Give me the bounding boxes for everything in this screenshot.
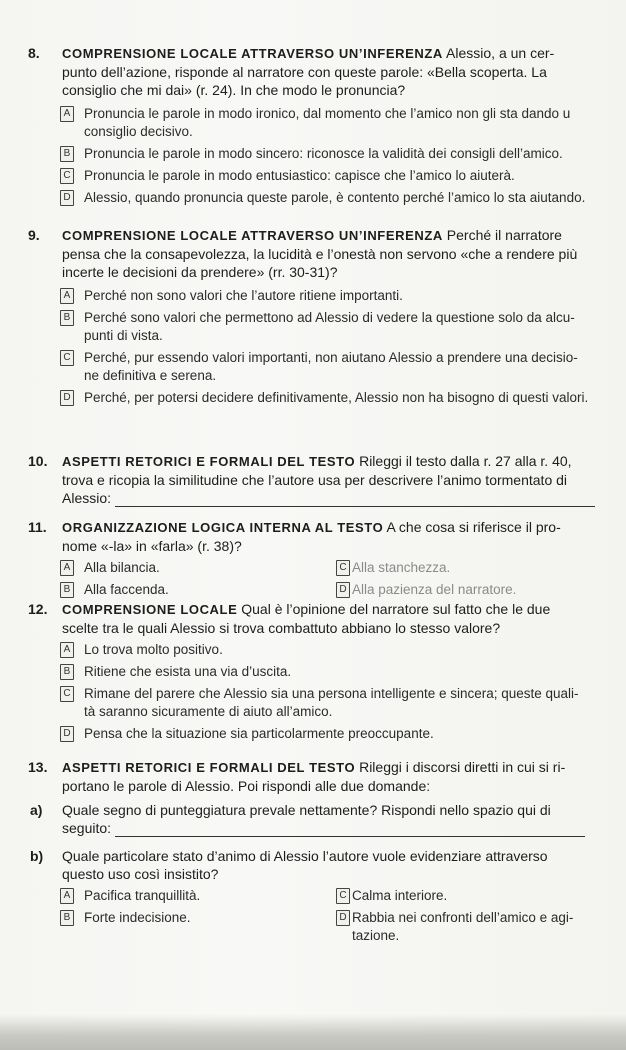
option-letter-box[interactable]: C (60, 686, 74, 702)
option-text: Alla faccenda. (84, 582, 169, 597)
option-text: Perché sono valori che permettono ad Alessio di vedere la questione solo da alcu- (84, 310, 575, 325)
option-text: Lo trova molto positivo. (84, 642, 223, 657)
option-text: Forte indecisione. (84, 910, 191, 925)
option-b[interactable] (0, 145, 626, 163)
question-9-prompt (0, 226, 626, 281)
question-number: 8. (28, 45, 40, 61)
question-12 (0, 600, 626, 743)
option-letter-box[interactable]: C (336, 888, 350, 904)
prompt-text: Alessio, a un cer- (446, 45, 555, 61)
option-letter-box[interactable]: B (60, 910, 74, 926)
subquestion-a (0, 801, 626, 837)
options-row (0, 559, 626, 581)
question-number: 10. (28, 453, 48, 469)
question-12-prompt (0, 600, 626, 637)
subquestion-b (0, 847, 626, 883)
option-b[interactable] (0, 309, 626, 345)
prompt-text: Qual è l’opinione del narratore sul fatto che le due (241, 601, 551, 617)
option-letter-box[interactable]: C (336, 560, 350, 576)
option-text: Perché, pur essendo valori importanti, non aiutano Alessio a prendere una decisio- (84, 350, 578, 365)
options-row (0, 887, 626, 909)
question-category: COMPRENSIONE LOCALE ATTRAVERSO UN’INFERENZA (62, 46, 443, 61)
prompt-text: punto dell’azione, risponde al narratore con queste parole: «Bella scoperta. La (62, 64, 547, 80)
question-category: COMPRENSIONE LOCALE (62, 602, 238, 617)
question-category: ASPETTI RETORICI E FORMALI DEL TESTO (62, 760, 356, 775)
answer-line[interactable] (115, 492, 595, 507)
option-text: tazione. (352, 928, 400, 943)
option-text-multiline (352, 909, 573, 945)
option-letter-box[interactable]: D (60, 726, 74, 742)
prompt-text: A che cosa si riferisce il pro- (386, 519, 561, 535)
question-10-prompt (0, 452, 626, 507)
option-letter-box[interactable]: D (336, 582, 350, 598)
question-11 (0, 518, 626, 603)
option-letter-box[interactable]: B (60, 664, 74, 680)
option-a[interactable] (0, 641, 626, 659)
option-text: Perché non sono valori che l’autore ritiene importanti. (84, 288, 403, 303)
question-13 (0, 758, 626, 949)
option-c[interactable] (0, 167, 626, 185)
option-text: consiglio decisivo. (84, 124, 193, 139)
option-letter-box[interactable]: B (60, 146, 74, 162)
subquestion-text: Quale segno di punteggiatura prevale nettamente? Rispondi nello spazio qui di (62, 802, 551, 818)
question-10 (0, 452, 626, 507)
option-letter-box[interactable]: B (60, 310, 74, 326)
option-text: Alla stanchezza. (352, 560, 451, 575)
option-letter-box[interactable]: A (60, 288, 74, 304)
subquestion-text: questo uso così insistito? (62, 866, 219, 882)
option-c[interactable] (0, 349, 626, 385)
question-9 (0, 226, 626, 407)
question-number: 13. (28, 759, 48, 775)
option-text: ne definitiva e serena. (84, 368, 217, 383)
option-letter-box[interactable]: D (60, 190, 74, 206)
question-13-prompt (0, 758, 626, 795)
option-text: Rimane del parere che Alessio sia una persona intelligente e sincera; queste quali- (84, 686, 579, 701)
question-number: 12. (28, 601, 48, 617)
option-text: Perché, per potersi decidere definitivamente, Alessio non ha bisogno di questi valori. (84, 390, 589, 405)
page-bottom-shadow (0, 1014, 626, 1050)
option-text: Alessio, quando pronuncia queste parole, è contento perché l’amico lo sta aiutando. (84, 190, 586, 205)
question-category: COMPRENSIONE LOCALE ATTRAVERSO UN’INFERENZA (62, 228, 443, 243)
option-text: Ritiene che esista una via d’uscita. (84, 664, 292, 679)
option-letter-box[interactable]: D (336, 910, 350, 926)
option-text: Pensa che la situazione sia particolarmente preoccupante. (84, 726, 434, 741)
question-category: ORGANIZZAZIONE LOGICA INTERNA AL TESTO (62, 520, 384, 535)
option-d[interactable] (0, 389, 626, 407)
prompt-text: Rileggi il testo dalla r. 27 alla r. 40, (359, 453, 572, 469)
subquestion-text: Quale particolare stato d’animo di Alessio l’autore vuole evidenziare attraverso (62, 848, 548, 864)
option-a[interactable] (0, 287, 626, 305)
subquestion-letter: a) (30, 802, 43, 818)
subquestion-text: seguito: (62, 820, 112, 836)
option-letter-box[interactable]: A (60, 888, 74, 904)
prompt-text: Rileggi i discorsi diretti in cui si ri- (359, 759, 566, 775)
option-text: Rabbia nei confronti dell’amico e agi- (352, 910, 574, 925)
option-letter-box[interactable]: B (60, 582, 74, 598)
option-letter-box[interactable]: A (60, 560, 74, 576)
subquestion-letter: b) (30, 848, 44, 864)
option-text: Pronuncia le parole in modo entusiastico: capisce che l’amico lo aiuterà. (84, 168, 515, 183)
prompt-text: consiglio che mi dai» (r. 24). In che modo le pronuncia? (62, 82, 406, 98)
question-11-prompt (0, 518, 626, 555)
option-text: Calma interiore. (352, 888, 448, 903)
question-8-prompt (0, 44, 626, 99)
question-category: ASPETTI RETORICI E FORMALI DEL TESTO (62, 454, 356, 469)
option-c[interactable] (0, 685, 626, 721)
prompt-text: scelte tra le quali Alessio si trova combattuto abbiano lo stesso valore? (62, 620, 501, 636)
option-text: Pronuncia le parole in modo sincero: riconosce la validità dei consigli dell’amico. (84, 146, 563, 161)
option-d[interactable] (0, 189, 626, 207)
option-text: Alla pazienza del narratore. (352, 582, 517, 597)
prompt-text: trova e ricopia la similitudine che l’autore usa per descrivere l’animo tormentato di (62, 472, 568, 488)
option-text: Pacifica tranquillità. (84, 888, 201, 903)
answer-line[interactable] (115, 822, 585, 837)
option-letter-box[interactable]: A (60, 106, 74, 122)
option-letter-box[interactable]: C (60, 350, 74, 366)
prompt-text: incerte le decisioni da prendere» (rr. 30-31)? (62, 264, 338, 280)
prompt-text: nome «-la» in «farla» (r. 38)? (62, 538, 242, 554)
question-number: 11. (28, 519, 47, 535)
options-row (0, 909, 626, 949)
prompt-text: Perché il narratore (446, 227, 562, 243)
option-a[interactable] (0, 105, 626, 141)
option-letter-box[interactable]: C (60, 168, 74, 184)
option-text: Alla bilancia. (84, 560, 160, 575)
option-text: tà saranno sicuramente di aiuto all’amico. (84, 704, 333, 719)
option-letter-box[interactable]: D (60, 390, 74, 406)
option-b[interactable] (0, 663, 626, 681)
option-letter-box[interactable]: A (60, 642, 74, 658)
prompt-text: pensa che la consapevolezza, la lucidità e l’onestà non servono «che a rendere più (62, 246, 578, 262)
option-d[interactable] (0, 725, 626, 743)
option-text: Pronuncia le parole in modo ironico, dal momento che l’amico non gli sta dando u (84, 106, 571, 121)
prompt-text: Alessio: (62, 490, 112, 506)
question-8 (0, 44, 626, 207)
prompt-text: portano le parole di Alessio. Poi rispondi alle due domande: (62, 778, 431, 794)
question-number: 9. (28, 227, 40, 243)
option-text: punti di vista. (84, 328, 163, 343)
